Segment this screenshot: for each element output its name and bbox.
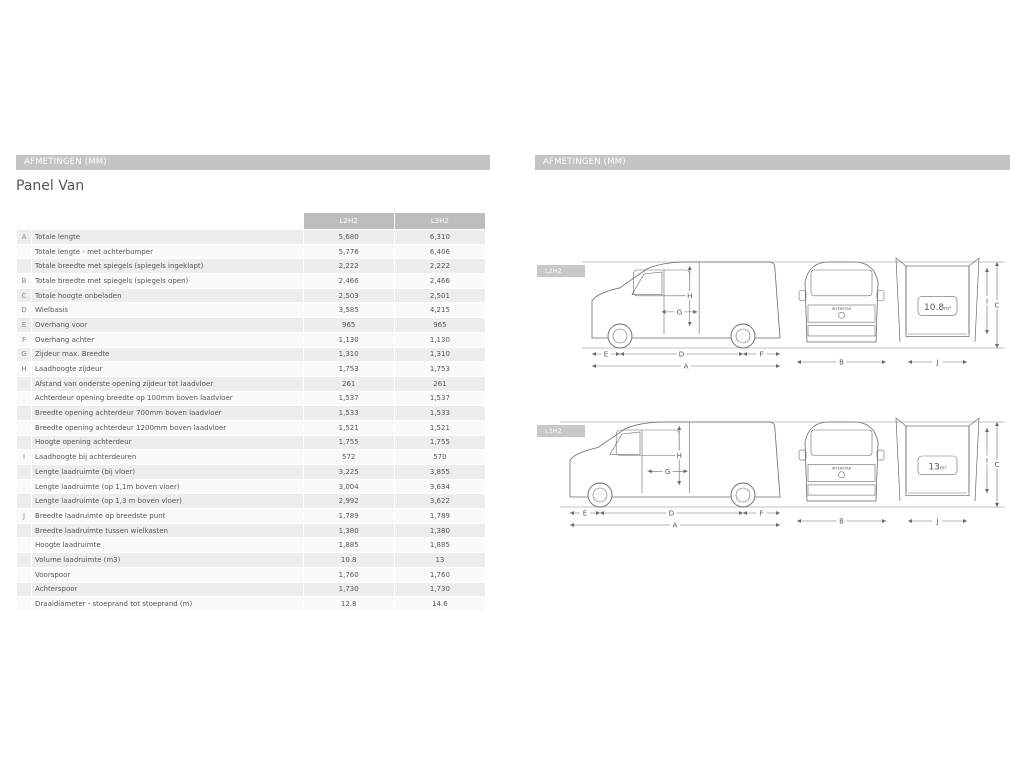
volume-value: 13	[928, 462, 940, 473]
value-l3h2: 6,406	[394, 244, 485, 259]
dimension-label-i: I	[985, 457, 989, 465]
value-l3h2: 1,789	[394, 509, 485, 524]
value-l2h2: 1,730	[303, 582, 394, 597]
section-header-right: AFMETINGEN (MM)	[535, 155, 1010, 170]
front-bumper	[808, 485, 875, 495]
value-l2h2: 2,222	[303, 259, 394, 274]
variant-label-l2h2: L2H2	[537, 265, 585, 277]
row-letter: C	[17, 288, 32, 303]
windshield	[811, 270, 872, 296]
value-l3h2: 3,634	[394, 479, 485, 494]
value-l2h2: 10.8	[303, 553, 394, 568]
row-label: Totale lengte	[32, 230, 304, 245]
value-l3h2: 2,222	[394, 259, 485, 274]
dimension-f	[743, 350, 780, 359]
row-label: Breedte laadruimte op breedste punt	[32, 509, 304, 524]
grille-text: INTERSTAR	[831, 307, 852, 311]
row-label: Wielbasis	[32, 303, 304, 318]
value-l3h2: 261	[394, 376, 485, 391]
value-l2h2: 1,380	[303, 523, 394, 538]
badge-logo	[839, 312, 845, 318]
rear-view	[896, 258, 979, 342]
value-l2h2: 1,537	[303, 391, 394, 406]
volume-unit: m³	[944, 306, 951, 313]
row-label: Totale lengte - met achterbumper	[32, 244, 304, 259]
dimension-label-j: J	[936, 358, 939, 367]
value-l2h2: 5,776	[303, 244, 394, 259]
row-label: Totale breedte met spiegels (spiegels ingeklapt)	[32, 259, 304, 274]
dimension-b	[797, 358, 886, 367]
dimension-label-g: G	[676, 308, 683, 317]
rear-view	[896, 418, 979, 501]
dimension-label-h: H	[676, 452, 682, 460]
row-label: Draaidiameter - stoeprand tot stoeprand (m)	[32, 597, 304, 612]
dimension-a	[570, 521, 780, 530]
dimension-label-b: B	[839, 517, 844, 526]
dimension-label-f: F	[759, 350, 764, 359]
row-letter: F	[17, 332, 32, 347]
value-l2h2: 2,503	[303, 288, 394, 303]
rear-wheel	[731, 483, 755, 507]
front-view	[799, 262, 884, 342]
row-label: Zijdeur max. Breedte	[32, 347, 304, 362]
value-l2h2: 572	[303, 450, 394, 465]
dimension-label-h: H	[687, 292, 693, 301]
row-label: Hoogte laadruimte	[32, 538, 304, 553]
dimension-label-e: E	[603, 350, 609, 359]
row-label: Breedte laadruimte tussen wielkasten	[32, 523, 304, 538]
value-l3h2: 4,215	[394, 303, 485, 318]
value-l3h2: 13	[394, 553, 485, 568]
grille-text: INTERSTAR	[831, 466, 852, 471]
cab-window	[610, 432, 640, 454]
row-label: Breedte opening achterdeur 1200mm boven laadvloer	[32, 420, 304, 435]
value-l3h2: 14.6	[394, 597, 485, 612]
dimension-label-a: A	[672, 521, 678, 530]
page-title: Panel Van	[16, 178, 85, 194]
dimension-label-a: A	[683, 362, 689, 371]
row-label: Overhang achter	[32, 332, 304, 347]
value-l2h2: 3,225	[303, 465, 394, 480]
value-l3h2: 3,622	[394, 494, 485, 509]
volume-unit: m³	[939, 465, 947, 472]
value-l2h2: 2,992	[303, 494, 394, 509]
value-l2h2: 3,004	[303, 479, 394, 494]
row-letter: D	[17, 303, 32, 318]
cab-window	[632, 272, 662, 295]
dimension-label-e: E	[582, 509, 588, 518]
volume-value: 10.8	[924, 303, 945, 314]
header-l3h2: L3H2	[394, 213, 485, 230]
row-label: Volume laadruimte (m3)	[32, 553, 304, 568]
row-label: Totale breedte met spiegels (spiegels open)	[32, 274, 304, 289]
value-l3h2: 1,537	[394, 391, 485, 406]
row-label: Laadhoogte zijdeur	[32, 362, 304, 377]
dimension-i	[983, 428, 991, 493]
value-l3h2: 1,521	[394, 420, 485, 435]
dimension-label-d: D	[668, 509, 675, 518]
section-header-left: AFMETINGEN (MM)	[16, 155, 490, 170]
value-l3h2: 1,533	[394, 406, 485, 421]
dimension-b	[797, 517, 886, 526]
row-label: Overhang voor	[32, 318, 304, 333]
dimension-j	[908, 517, 967, 526]
header-l2h2: L2H2	[303, 213, 394, 230]
dimension-d	[620, 350, 743, 359]
value-l3h2: 570	[394, 450, 485, 465]
dimension-label-i: I	[985, 297, 989, 306]
front-view	[799, 422, 884, 501]
value-l3h2: 1,310	[394, 347, 485, 362]
value-l2h2: 2,466	[303, 274, 394, 289]
badge-logo	[839, 472, 845, 478]
variant-label-l3h2: L3H2	[537, 425, 585, 437]
front-body-outline	[805, 422, 878, 501]
dimension-j	[908, 358, 967, 367]
value-l2h2: 1,760	[303, 567, 394, 582]
row-label: Lengte laadruimte (op 1,3 m boven vloer)	[32, 494, 304, 509]
value-l3h2: 1,130	[394, 332, 485, 347]
value-l3h2: 3,855	[394, 465, 485, 480]
value-l2h2: 1,521	[303, 420, 394, 435]
row-label: Voorspoor	[32, 567, 304, 582]
left-rear-door	[896, 258, 906, 342]
windshield	[811, 430, 872, 456]
value-l2h2: 1,755	[303, 435, 394, 450]
row-label: Lengte laadruimte (bij vloer)	[32, 465, 304, 480]
value-l2h2: 965	[303, 318, 394, 333]
van-diagram-l2h2	[582, 258, 1005, 348]
row-label: Hoogte opening achterdeur	[32, 435, 304, 450]
row-label: Afstand van onderste opening zijdeur tot laadvloer	[32, 376, 304, 391]
van-diagram-l3h2	[560, 418, 1005, 507]
side-window	[633, 270, 689, 296]
row-letter: E	[17, 318, 32, 333]
row-letter: J	[17, 509, 32, 524]
side-view	[592, 262, 780, 348]
dimension-label-g: G	[664, 467, 671, 476]
front-wheel	[608, 324, 632, 348]
value-l3h2: 2,466	[394, 274, 485, 289]
side-view	[570, 422, 780, 507]
dimension-h	[675, 426, 683, 485]
value-l2h2: 1,130	[303, 332, 394, 347]
row-label: Achterspoor	[32, 582, 304, 597]
dimension-g	[648, 467, 688, 476]
front-wheel	[588, 483, 612, 507]
value-l2h2: 1,533	[303, 406, 394, 421]
value-l2h2: 5,680	[303, 230, 394, 245]
value-l3h2: 1,380	[394, 523, 485, 538]
dimension-label-f: F	[759, 509, 764, 518]
front-bumper	[808, 326, 875, 336]
value-l2h2: 1,789	[303, 509, 394, 524]
dimension-label-c: C	[994, 461, 1000, 469]
row-label: Totale hoogte onbeladen	[32, 288, 304, 303]
dimension-label-c: C	[994, 301, 1000, 310]
row-letter: B	[17, 274, 32, 289]
dimension-i	[983, 268, 991, 334]
value-l3h2: 1,885	[394, 538, 485, 553]
dimension-c	[993, 422, 1001, 507]
value-l3h2: 6,310	[394, 230, 485, 245]
row-letter: H	[17, 362, 32, 377]
row-label: Breedte opening achterdeur 700mm boven laadvloer	[32, 406, 304, 421]
dimension-g	[662, 308, 698, 317]
value-l3h2: 1,755	[394, 435, 485, 450]
left-rear-door	[896, 418, 906, 501]
value-l2h2: 12.8	[303, 597, 394, 612]
value-l2h2: 3,585	[303, 303, 394, 318]
row-letter: A	[17, 230, 32, 245]
dimension-label-d: D	[678, 350, 685, 359]
value-l2h2: 1,885	[303, 538, 394, 553]
dimension-c	[993, 262, 1001, 348]
front-body-outline	[805, 262, 878, 342]
row-label: Laadhoogte bij achterdeuren	[32, 450, 304, 465]
row-label: Achterdeur opening breedte op 100mm boven laadvloer	[32, 391, 304, 406]
value-l3h2: 965	[394, 318, 485, 333]
value-l2h2: 1,310	[303, 347, 394, 362]
row-letter: I	[17, 450, 32, 465]
row-label: Lengte laadruimte (op 1,1m boven vloer)	[32, 479, 304, 494]
dimension-h	[686, 266, 694, 326]
right-rear-door	[969, 258, 979, 342]
dimension-e	[570, 509, 600, 518]
value-l2h2: 1,753	[303, 362, 394, 377]
value-l3h2: 1,730	[394, 582, 485, 597]
dimension-e	[592, 350, 620, 359]
dimension-label-b: B	[839, 358, 844, 367]
value-l3h2: 1,760	[394, 567, 485, 582]
value-l3h2: 1,753	[394, 362, 485, 377]
row-letter: G	[17, 347, 32, 362]
dimension-a	[592, 362, 780, 371]
dimension-label-j: J	[936, 517, 939, 526]
right-rear-door	[969, 418, 979, 501]
value-l2h2: 261	[303, 376, 394, 391]
dimension-f	[743, 509, 780, 518]
value-l3h2: 2,501	[394, 288, 485, 303]
rear-wheel	[731, 324, 755, 348]
dimension-d	[600, 509, 743, 518]
